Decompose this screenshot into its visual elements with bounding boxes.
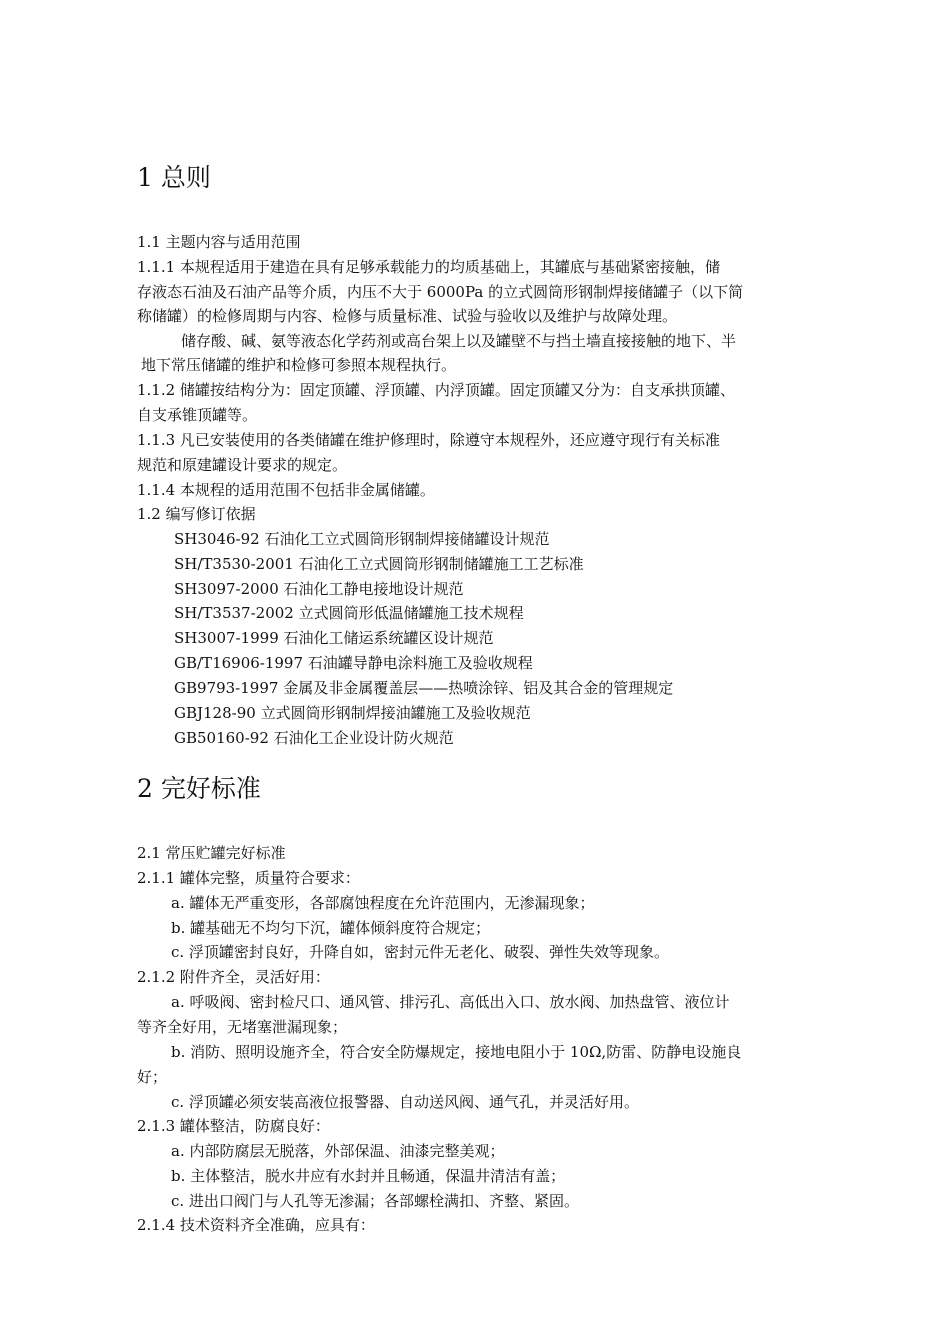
- list-item: c. 浮顶罐密封良好，升降自如，密封元件无老化、破裂、弹性失效等现象。: [171, 943, 669, 961]
- list-item: a. 内部防腐层无脱落，外部保温、油漆完整美观；: [171, 1142, 505, 1160]
- reference-item: SH3046-92 石油化工立式圆筒形钢制焊接储罐设计规范: [174, 530, 550, 548]
- reference-item: GB/T16906-1997 石油罐导静电涂料施工及验收规程: [174, 654, 533, 672]
- list-item: b. 消防、照明设施齐全，符合安全防爆规定，接地电阻小于 10Ω,防雷、防静电设施良: [171, 1043, 742, 1061]
- list-item: b. 主体整洁，脱水井应有水封并且畅通，保温井清洁有盖；: [171, 1167, 566, 1185]
- paragraph-line: 1.1.1 本规程适用于建造在具有足够承载能力的均质基础上，其罐底与基础紧密接触，储: [137, 258, 720, 276]
- reference-item: SH3097-2000 石油化工静电接地设计规范: [174, 580, 464, 598]
- paragraph-line: 地下常压储罐的维护和检修可参照本规程执行。: [141, 356, 457, 374]
- paragraph-line: 1.1.3 凡已安装使用的各类储罐在维护修理时，除遵守本规程外，还应遵守现行有关标准: [137, 431, 720, 449]
- subsection-2-1: 2.1 常压贮罐完好标准: [137, 844, 286, 862]
- clause-2-1-3: 2.1.3 罐体整洁，防腐良好：: [137, 1117, 330, 1135]
- paragraph-line: 1.1.4 本规程的适用范围不包括非金属储罐。: [137, 481, 435, 499]
- reference-item: GB9793-1997 金属及非金属覆盖层——热喷涂锌、铝及其合金的管理规定: [174, 679, 674, 697]
- clause-2-1-2: 2.1.2 附件齐全，灵活好用：: [137, 968, 330, 986]
- list-item: c. 进出口阀门与人孔等无渗漏；各部螺栓满扣、齐整、紧固。: [171, 1192, 579, 1210]
- paragraph-line: 规范和原建罐设计要求的规定。: [137, 456, 348, 474]
- reference-item: GB50160-92 石油化工企业设计防火规范: [174, 729, 454, 747]
- list-item-continuation: 等齐全好用，无堵塞泄漏现象；: [137, 1018, 348, 1036]
- paragraph-line: 自支承锥顶罐等。: [137, 406, 258, 424]
- reference-item: GBJ128-90 立式圆筒形钢制焊接油罐施工及验收规范: [174, 704, 531, 722]
- list-item: b. 罐基础无不均匀下沉，罐体倾斜度符合规定；: [171, 919, 491, 937]
- reference-item: SH/T3537-2002 立式圆筒形低温储罐施工技术规程: [174, 604, 524, 622]
- section-2-heading: 2 完好标准: [137, 774, 261, 803]
- list-item: a. 罐体无严重变形，各部腐蚀程度在允许范围内，无渗漏现象；: [171, 894, 595, 912]
- paragraph-line: 储存酸、碱、氨等液态化学药剂或高台架上以及罐壁不与挡土墙直接接触的地下、半: [181, 332, 737, 350]
- list-item: c. 浮顶罐必须安装高液位报警器、自动送风阀、通气孔，并灵活好用。: [171, 1093, 639, 1111]
- paragraph-line: 称储罐）的检修周期与内容、检修与质量标准、试验与验收以及维护与故障处理。: [137, 307, 678, 325]
- subsection-1-2: 1.2 编写修订依据: [137, 505, 256, 523]
- clause-2-1-1: 2.1.1 罐体完整，质量符合要求：: [137, 869, 360, 887]
- paragraph-line: 存液态石油及石油产品等介质，内压不大于 6000Pa 的立式圆筒形钢制焊接储罐子（以下简: [137, 283, 744, 301]
- list-item: a. 呼吸阀、密封检尺口、通风管、排污孔、高低出入口、放水阀、加热盘管、液位计: [171, 993, 730, 1011]
- reference-item: SH3007-1999 石油化工储运系统罐区设计规范: [174, 629, 494, 647]
- list-item-continuation: 好；: [137, 1068, 168, 1086]
- subsection-1-1: 1.1 主题内容与适用范围: [137, 233, 301, 251]
- reference-item: SH/T3530-2001 石油化工立式圆筒形钢制储罐施工工艺标准: [174, 555, 584, 573]
- paragraph-line: 1.1.2 储罐按结构分为：固定顶罐、浮顶罐、内浮顶罐。固定顶罐又分为：自支承拱顶罐、: [137, 381, 735, 399]
- section-1-heading: 1 总则: [137, 163, 211, 192]
- clause-2-1-4: 2.1.4 技术资料齐全准确，应具有：: [137, 1216, 375, 1234]
